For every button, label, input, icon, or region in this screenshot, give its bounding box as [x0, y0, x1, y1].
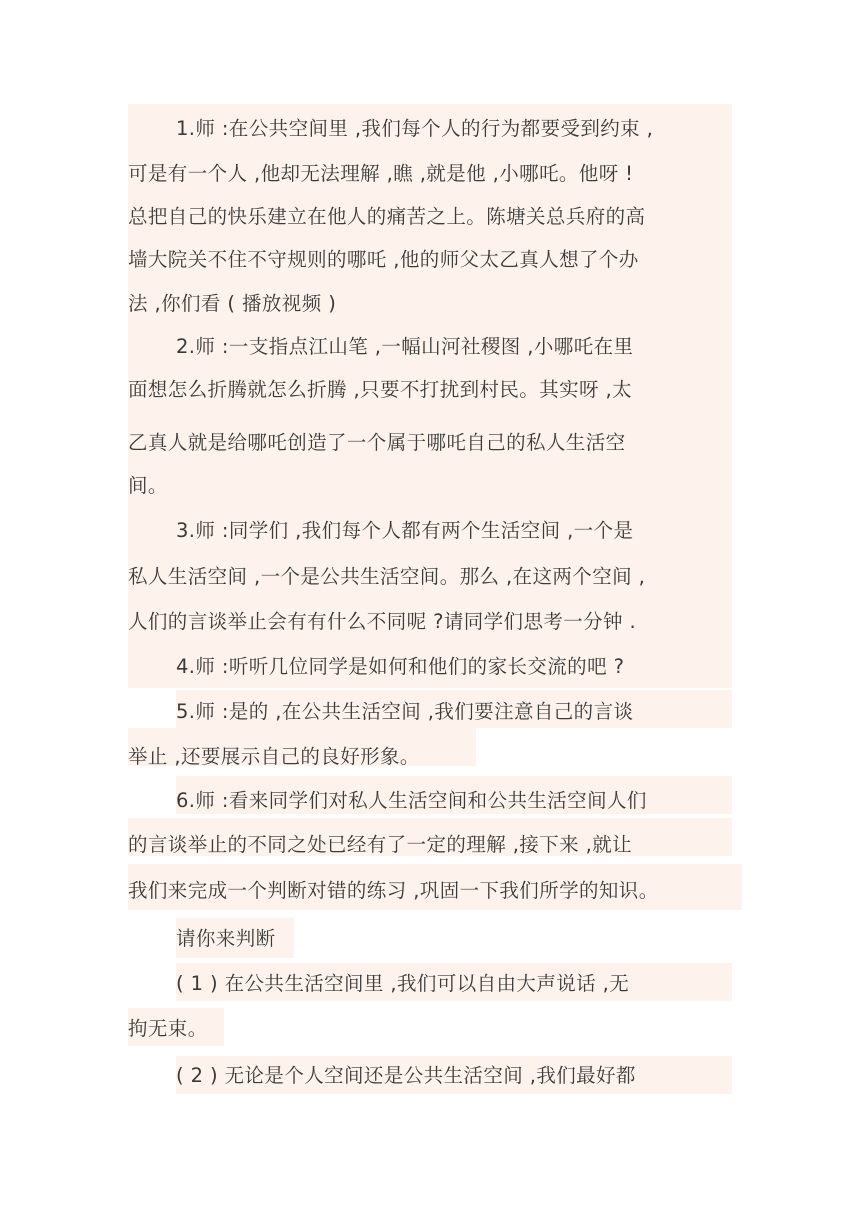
- text-line: 我们来完成一个判断对错的练习 ,巩固一下我们所学的知识。: [128, 879, 659, 902]
- text-line: 拘无束。: [128, 1017, 208, 1040]
- text-line: 6.师 :看来同学们对私人生活空间和公共生活空间人们: [176, 789, 647, 812]
- text-line: ( 1 ) 在公共生活空间里 ,我们可以自由大声说话 ,无: [176, 972, 630, 995]
- text-line: 请你来判断: [176, 927, 276, 950]
- text-line: 法 ,你们看 ( 播放视频 ): [128, 292, 337, 315]
- text-line: 4.师 :听听几位同学是如何和他们的家长交流的吧 ?: [176, 655, 625, 678]
- text-line: 总把自己的快乐建立在他人的痛苦之上。陈塘关总兵府的高: [128, 205, 646, 228]
- text-line: 5.师 :是的 ,在公共生活空间 ,我们要注意自己的言谈: [176, 700, 634, 723]
- text-line: 2.师 :一支指点江山笔 ,一幅山河社稷图 ,小哪吒在里: [176, 335, 634, 358]
- text-line: ( 2 ) 无论是个人空间还是公共生活空间 ,我们最好都: [176, 1064, 636, 1087]
- text-line: 的言谈举止的不同之处已经有了一定的理解 ,接下来 ,就让: [128, 833, 632, 856]
- text-line: 举止 ,还要展示自己的良好形象。: [128, 745, 420, 768]
- text-line: 乙真人就是给哪吒创造了一个属于哪吒自己的私人生活空: [128, 431, 626, 454]
- text-line: 私人生活空间 ,一个是公共生活空间。那么 ,在这两个空间 ,: [128, 565, 646, 588]
- text-line: 面想怎么折腾就怎么折腾 ,只要不打扰到村民。其实呀 ,太: [128, 378, 632, 401]
- text-line: 间。: [128, 474, 168, 497]
- text-line: 3.师 :同学们 ,我们每个人都有两个生活空间 ,一个是: [176, 519, 634, 542]
- text-line: 可是有一个人 ,他却无法理解 ,瞧 ,就是他 ,小哪吒。他呀 !: [128, 162, 634, 185]
- text-line: 1.师 :在公共空间里 ,我们每个人的行为都要受到约束 ,: [176, 117, 654, 140]
- text-line: 墙大院关不住不守规则的哪吒 ,他的师父太乙真人想了个办: [128, 248, 639, 271]
- text-line: 人们的言谈举止会有有什么不同呢 ?请同学们思考一分钟 .: [128, 610, 637, 633]
